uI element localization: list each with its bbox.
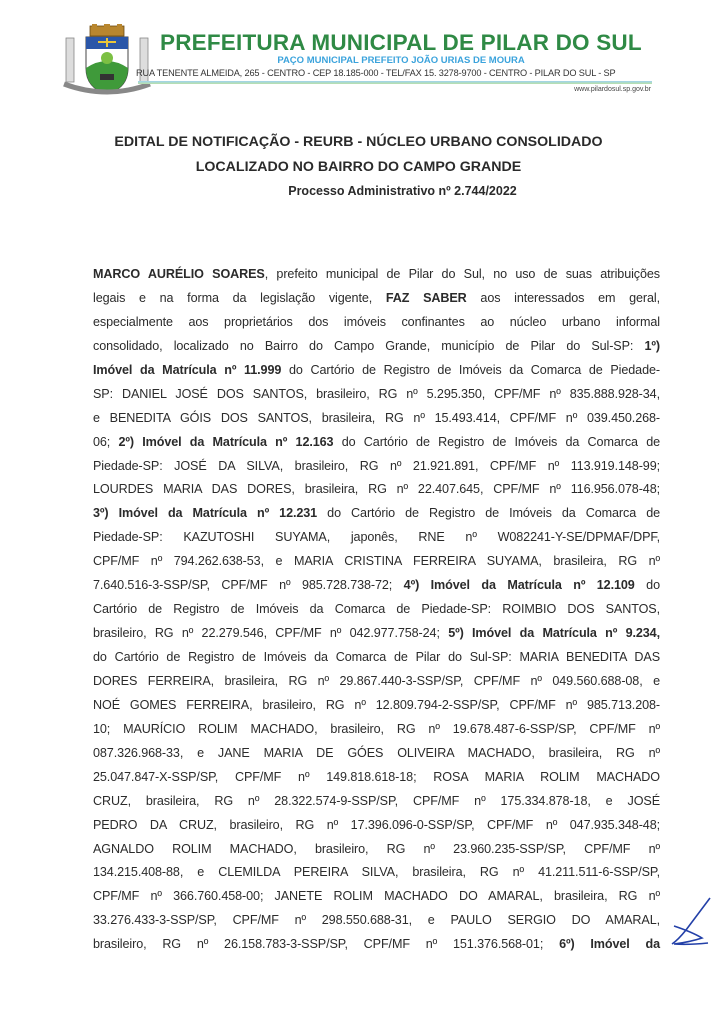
text: e BENEDITA GÓIS DOS SANTOS, brasileira, RG nº 15.493.414, CPF/MF nº 039.450.268-: [93, 410, 660, 425]
text: , prefeito municipal de Pilar do Sul, no uso de suas atribuições: [264, 267, 660, 281]
paragraph-line: [93, 263, 660, 287]
bold-text: MARCO AURÉLIO SOARES: [93, 267, 265, 281]
text: CPF/MF nº 366.760.458-00; JANETE ROLIM MACHADO DO AMARAL, brasileira, RG nº: [93, 889, 660, 904]
bold-text: Imóvel da Matrícula nº 11.999: [93, 362, 282, 377]
text: do: [634, 578, 660, 593]
paragraph-line: [93, 694, 660, 718]
text: AGNALDO ROLIM MACHADO, brasileiro, RG nº 23.960.235-SSP/SP, CPF/MF nº: [93, 841, 660, 856]
paragraph-line: [93, 838, 660, 862]
bold-text: 5º) Imóvel da Matrícula nº 9.234,: [448, 626, 660, 641]
paragraph-line: [93, 861, 660, 885]
process-number: Processo Administrativo nº 2.744/2022: [288, 184, 517, 198]
text: do Cartório de Registro de Imóveis da Comarca de Pilar do Sul-SP: MARIA BENEDITA DAS: [93, 650, 660, 664]
text: consolidado, localizado no Bairro do Campo Grande, município de Pilar do Sul-SP:: [93, 338, 645, 353]
paragraph-line: [93, 407, 660, 431]
text: brasileiro, RG nº 26.158.783-3-SSP/SP, CPF/MF nº 151.376.568-01;: [93, 937, 560, 952]
letterhead-title: PREFEITURA MUNICIPAL DE PILAR DO SUL: [160, 30, 642, 55]
paragraph-line: [93, 766, 660, 790]
paragraph-line: [93, 909, 660, 933]
letterhead-subtitle: PAÇO MUNICIPAL PREFEITO JOÃO URIAS DE MOURA: [277, 55, 525, 66]
paragraph-line: [93, 742, 660, 766]
paragraph-line: [93, 646, 660, 670]
bold-text: 2º) Imóvel da Matrícula nº 12.163: [118, 434, 334, 449]
text: SP: DANIEL JOSÉ DOS SANTOS, brasileiro, RG nº 5.295.350, CPF/MF nº 835.888.928-34,: [93, 386, 660, 401]
letterhead-website: www.pilardosul.sp.gov.br: [574, 86, 651, 93]
text: DORES FERREIRA, brasileira, RG nº 29.867.440-3-SSP/SP, CPF/MF nº 049.560.688-08, e: [93, 673, 660, 688]
text: CPF/MF nº 794.262.638-53, e MARIA CRISTINA FERREIRA SUYAMA, brasileira, RG nº: [93, 554, 660, 569]
bold-text: 6º) Imóvel da: [559, 937, 660, 952]
paragraph-line: [93, 670, 660, 694]
paragraph-line: [93, 790, 660, 814]
paragraph-line: [93, 478, 660, 502]
paragraph-line: [93, 455, 660, 479]
text: Cartório de Registro de Imóveis da Comarca de Piedade-SP: ROIMBIO DOS SANTOS,: [93, 602, 660, 617]
paragraph-line: [93, 622, 660, 646]
paragraph-line: [93, 502, 660, 526]
paragraph-line: [93, 718, 660, 742]
text: NOÉ GOMES FERREIRA, brasileiro, RG nº 12.809.794-2-SSP/SP, CPF/MF nº 985.713.208-: [93, 697, 660, 712]
letterhead-address: RUA TENENTE ALMEIDA, 265 - CENTRO - CEP 18.185-000 - TEL/FAX 15. 3278-9700 - CENTRO - PILAR DO SUL - SP: [136, 68, 616, 78]
text: Piedade-SP: KAZUTOSHI SUYAMA, japonês, RNE nº W082241-Y-SE/DPMAF/DPF,: [93, 530, 660, 545]
text: especialmente aos proprietários dos imóveis confinantes ao núcleo urbano informal: [93, 314, 660, 329]
document-body: [93, 263, 660, 957]
text: 25.047.847-X-SSP/SP, CPF/MF nº 149.818.618-18; ROSA MARIA ROLIM MACHADO: [93, 769, 660, 784]
text: CRUZ, brasileira, RG nº 28.322.574-9-SSP/SP, CPF/MF nº 175.334.878-18, e JOSÉ: [93, 793, 660, 808]
text: 33.276.433-3-SSP/SP, CPF/MF nº 298.550.688-31, e PAULO SERGIO DO AMARAL,: [93, 913, 660, 928]
paragraph-line: [93, 287, 660, 311]
text: legais e na forma da legislação vigente,: [93, 290, 386, 305]
text: 7.640.516-3-SSP/SP, CPF/MF nº 985.728.738-72;: [93, 578, 404, 593]
document-title-line-1: EDITAL DE NOTIFICAÇÃO - REURB - NÚCLEO URBANO CONSOLIDADO: [114, 134, 603, 150]
paragraph-line: [93, 311, 660, 335]
bold-text: 4º) Imóvel da Matrícula nº 12.109: [403, 578, 635, 593]
paragraph-line: [93, 383, 660, 407]
signature-initial: [668, 896, 714, 948]
document-title-line-2: LOCALIZADO NO BAIRRO DO CAMPO GRANDE: [195, 159, 522, 175]
paragraph-line: [93, 526, 660, 550]
text: 10; MAURÍCIO ROLIM MACHADO, brasileiro, RG nº 19.678.487-6-SSP/SP, CPF/MF nº: [93, 721, 660, 736]
text: 134.215.408-88, e CLEMILDA PEREIRA SILVA, brasileira, RG nº 41.211.511-6-SSP/SP,: [93, 865, 660, 880]
text: LOURDES MARIA DAS DORES, brasileira, RG nº 22.407.645, CPF/MF nº 116.956.078-48;: [93, 482, 660, 497]
text: 087.326.968-33, e JANE MARIA DE GÓES OLIVEIRA MACHADO, brasileira, RG nº: [93, 745, 660, 760]
text: do Cartório de Registro de Imóveis da Comarca de: [317, 506, 661, 521]
text: do Cartório de Registro de Imóveis da Comarca de Piedade-: [281, 362, 660, 377]
text: Piedade-SP: JOSÉ DA SILVA, brasileiro, RG nº 21.921.891, CPF/MF nº 113.919.148-99;: [93, 458, 660, 473]
paragraph-line: [93, 550, 660, 574]
letterhead-divider: [138, 81, 652, 84]
paragraph-line: [93, 933, 660, 957]
text: brasileiro, RG nº 22.279.546, CPF/MF nº 042.977.758-24;: [93, 626, 449, 641]
text: 06;: [93, 434, 119, 449]
bold-text: 3º) Imóvel da Matrícula nº 12.231: [93, 506, 318, 521]
text: PEDRO DA CRUZ, brasileiro, RG nº 17.396.096-0-SSP/SP, CPF/MF nº 047.935.348-48;: [93, 817, 660, 832]
bold-text: 1º): [644, 338, 660, 353]
text: do Cartório de Registro de Imóveis da Comarca de: [333, 434, 661, 449]
text: aos interessados em geral,: [466, 290, 660, 305]
paragraph-line: [93, 431, 660, 455]
paragraph-line: [93, 574, 660, 598]
paragraph-line: [93, 335, 660, 359]
paragraph-line: [93, 359, 660, 383]
bold-text: FAZ SABER: [385, 290, 467, 305]
paragraph-line: [93, 598, 660, 622]
paragraph-line: [93, 814, 660, 838]
paragraph-line: [93, 885, 660, 909]
